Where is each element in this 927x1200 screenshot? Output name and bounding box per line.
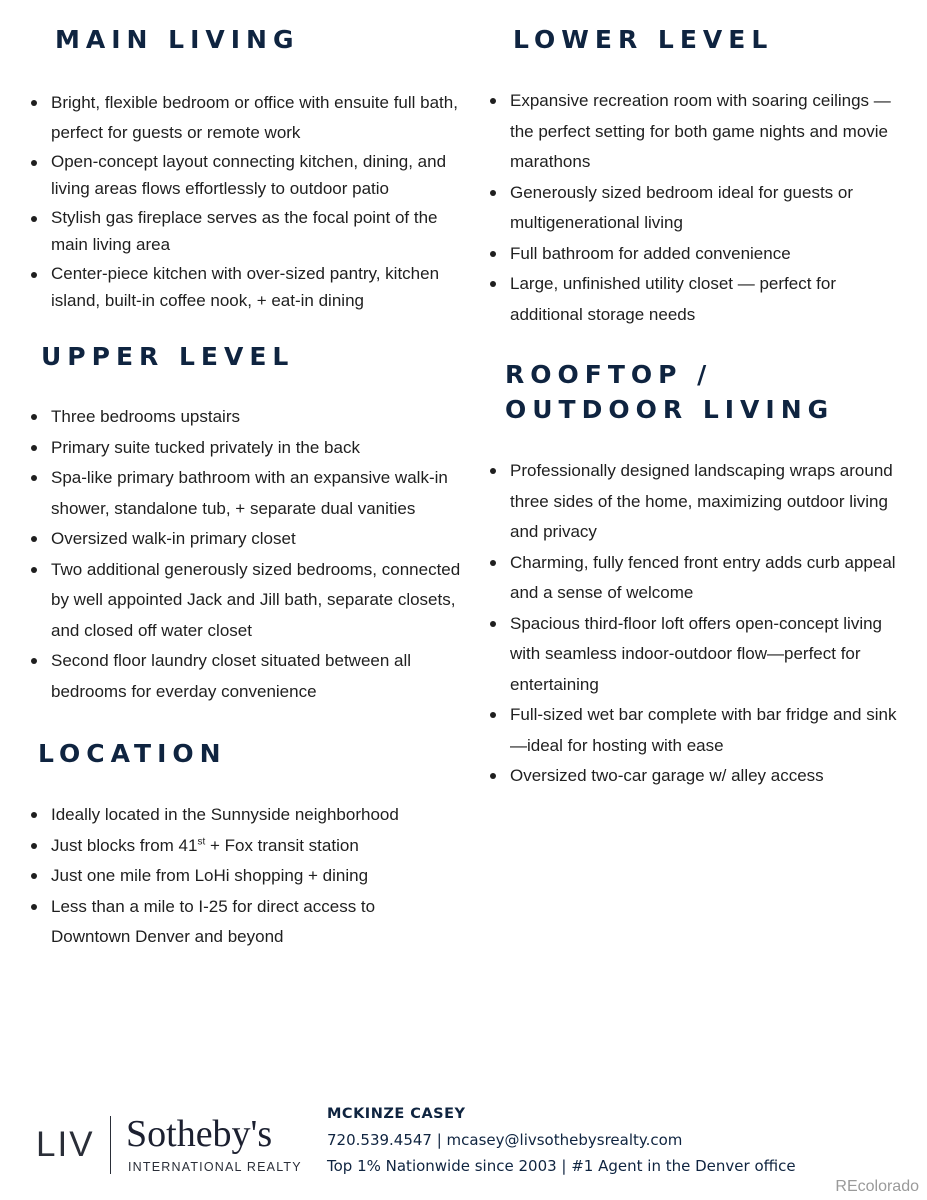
list-item: Expansive recreation room with soaring ceilings — the perfect setting for both game nights and movie marathons [486,86,901,178]
list-item [27,831,447,862]
list-item: Stylish gas fireplace serves as the focal point of the main living area [27,204,472,258]
location-heading: LOCATION [38,739,227,768]
lower-level-list [486,86,901,330]
list-item: Primary suite tucked privately in the back [27,433,472,464]
list-item: Bright, flexible bedroom or office with ensuite full bath, perfect for guests or remote work [27,88,472,148]
lower-level-heading: LOWER LEVEL [513,25,774,54]
list-item: Spacious third-floor loft offers open-concept living with seamless indoor-outdoor flow—perfect for entertaining [486,609,901,701]
list-item-text: Just blocks from 41 [51,835,198,855]
list-item-text: + Fox transit station [205,835,359,855]
liv-logo-text: LIV [36,1125,95,1164]
agent-name: MCKINZE CASEY [327,1106,466,1122]
logo-divider [110,1116,111,1174]
list-item: Oversized two-car garage w/ alley access [486,761,901,792]
list-item: Generously sized bedroom ideal for guests or multigenerational living [486,178,901,239]
main-living-heading: MAIN LIVING [55,25,300,54]
list-item: Just one mile from LoHi shopping + dining [27,861,447,892]
location-list [27,800,447,953]
list-item: Charming, fully fenced front entry adds curb appeal and a sense of welcome [486,548,901,609]
list-item: Oversized walk-in primary closet [27,524,472,555]
ordinal-suffix: st [197,835,206,847]
upper-level-heading: UPPER LEVEL [41,342,295,371]
recolorado-watermark: REcolorado [835,1178,919,1195]
rooftop-list [486,456,901,792]
list-item: Center-piece kitchen with over-sized pantry, kitchen island, built-in coffee nook, + eat-in dining [27,260,472,314]
list-item: Spa-like primary bathroom with an expansive walk-in shower, standalone tub, + separate dual vanities [27,463,472,524]
list-item: Full bathroom for added convenience [486,239,901,270]
upper-level-list [27,402,472,707]
rooftop-heading: ROOFTOP / OUTDOOR LIVING [505,360,835,424]
agent-tagline: Top 1% Nationwide since 2003 | #1 Agent in the Denver office [327,1157,796,1175]
list-item: Two additional generously sized bedrooms, connected by well appointed Jack and Jill bath, separate closets, and closed off water closet [27,555,472,647]
list-item: Full-sized wet bar complete with bar fridge and sink—ideal for hosting with ease [486,700,901,761]
list-item: Three bedrooms upstairs [27,402,472,433]
list-item: Large, unfinished utility closet — perfect for additional storage needs [486,269,901,330]
list-item: Less than a mile to I-25 for direct access to Downtown Denver and beyond [27,892,447,953]
sothebys-logo-text: Sotheby's [126,1113,273,1155]
list-item: Ideally located in the Sunnyside neighborhood [27,800,447,831]
logo-subtitle: INTERNATIONAL REALTY [128,1160,302,1174]
agent-contact: 720.539.4547 | mcasey@livsothebysrealty.com [327,1131,683,1149]
list-item: Second floor laundry closet situated between all bedrooms for everday convenience [27,646,472,707]
main-living-list [27,88,472,316]
list-item: Professionally designed landscaping wraps around three sides of the home, maximizing outdoor living and privacy [486,456,901,548]
list-item: Open-concept layout connecting kitchen, dining, and living areas flows effortlessly to outdoor patio [27,148,472,202]
